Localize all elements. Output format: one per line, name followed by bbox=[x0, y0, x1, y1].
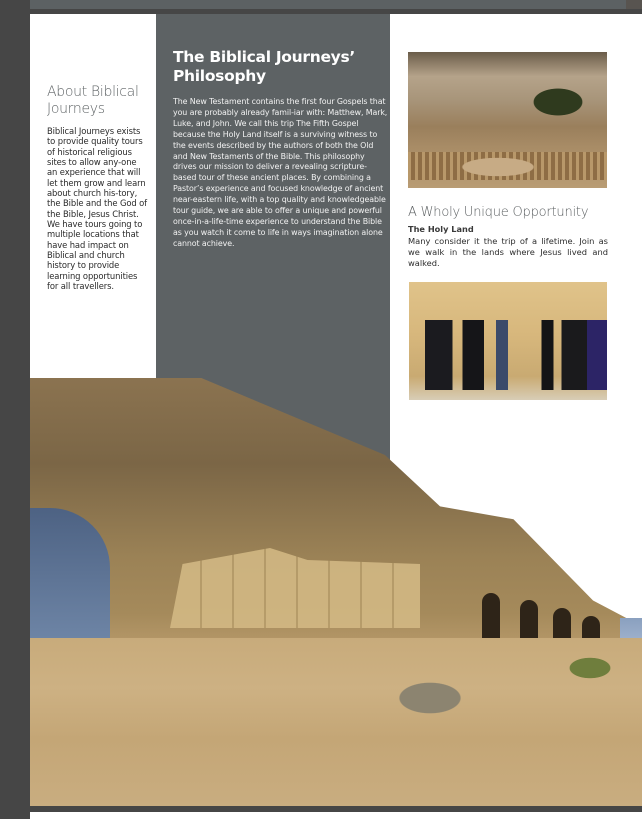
viewer-top-bar-corner bbox=[626, 0, 642, 9]
about-body: Biblical Journeys exists to provide quality tours of historical religious sites to allow any-one an experience that will let them grow and learn about church his-tory, the Bible and the God of the Bible, Jesus Christ. We have tours going to multiple locations that have had impact on Biblical and church history to provide learning opportunities for all travellers. bbox=[47, 126, 148, 292]
ruins-photo bbox=[408, 52, 607, 188]
opportunity-heading: A Wholy Unique Opportunity bbox=[408, 205, 589, 220]
opportunity-body: Many consider it the trip of a lifetime. Join as we walk in the lands where Jesus lived and walked. bbox=[408, 236, 608, 269]
rocky-ground bbox=[30, 638, 642, 806]
philosophy-body: The New Testament contains the first four Gospels that you are probably already famil-iar with: Matthew, Mark, Luke, and John. We call this trip The Fifth Gospel because the Holy Land itself is a surviving witness to the events described by the authors of both the Old and New Testaments of the Bible. This philosophy drives our mission to deliver a revealing scripture-based tour of these ancient places. By combining a Pastor’s experience and focused knowledge of ancient near-eastern life, with a top quality and knowledgeable tour guide, we are able to offer a unique and powerful once-in-a-life-time experience to understand the Bible as you watch it come to life in ways imagination alone cannot achieve. bbox=[173, 97, 388, 248]
brochure-page bbox=[30, 14, 642, 806]
small-arch bbox=[482, 593, 500, 643]
viewer-top-bar bbox=[30, 0, 626, 9]
about-heading: About Biblical Journeys bbox=[47, 84, 139, 117]
philosophy-heading: The Biblical Journeys’ Philosophy bbox=[173, 48, 355, 85]
next-page-edge bbox=[30, 812, 642, 819]
aqueduct-photo bbox=[30, 378, 642, 806]
about-panel bbox=[30, 14, 156, 378]
opportunity-subheading: The Holy Land bbox=[408, 224, 474, 234]
